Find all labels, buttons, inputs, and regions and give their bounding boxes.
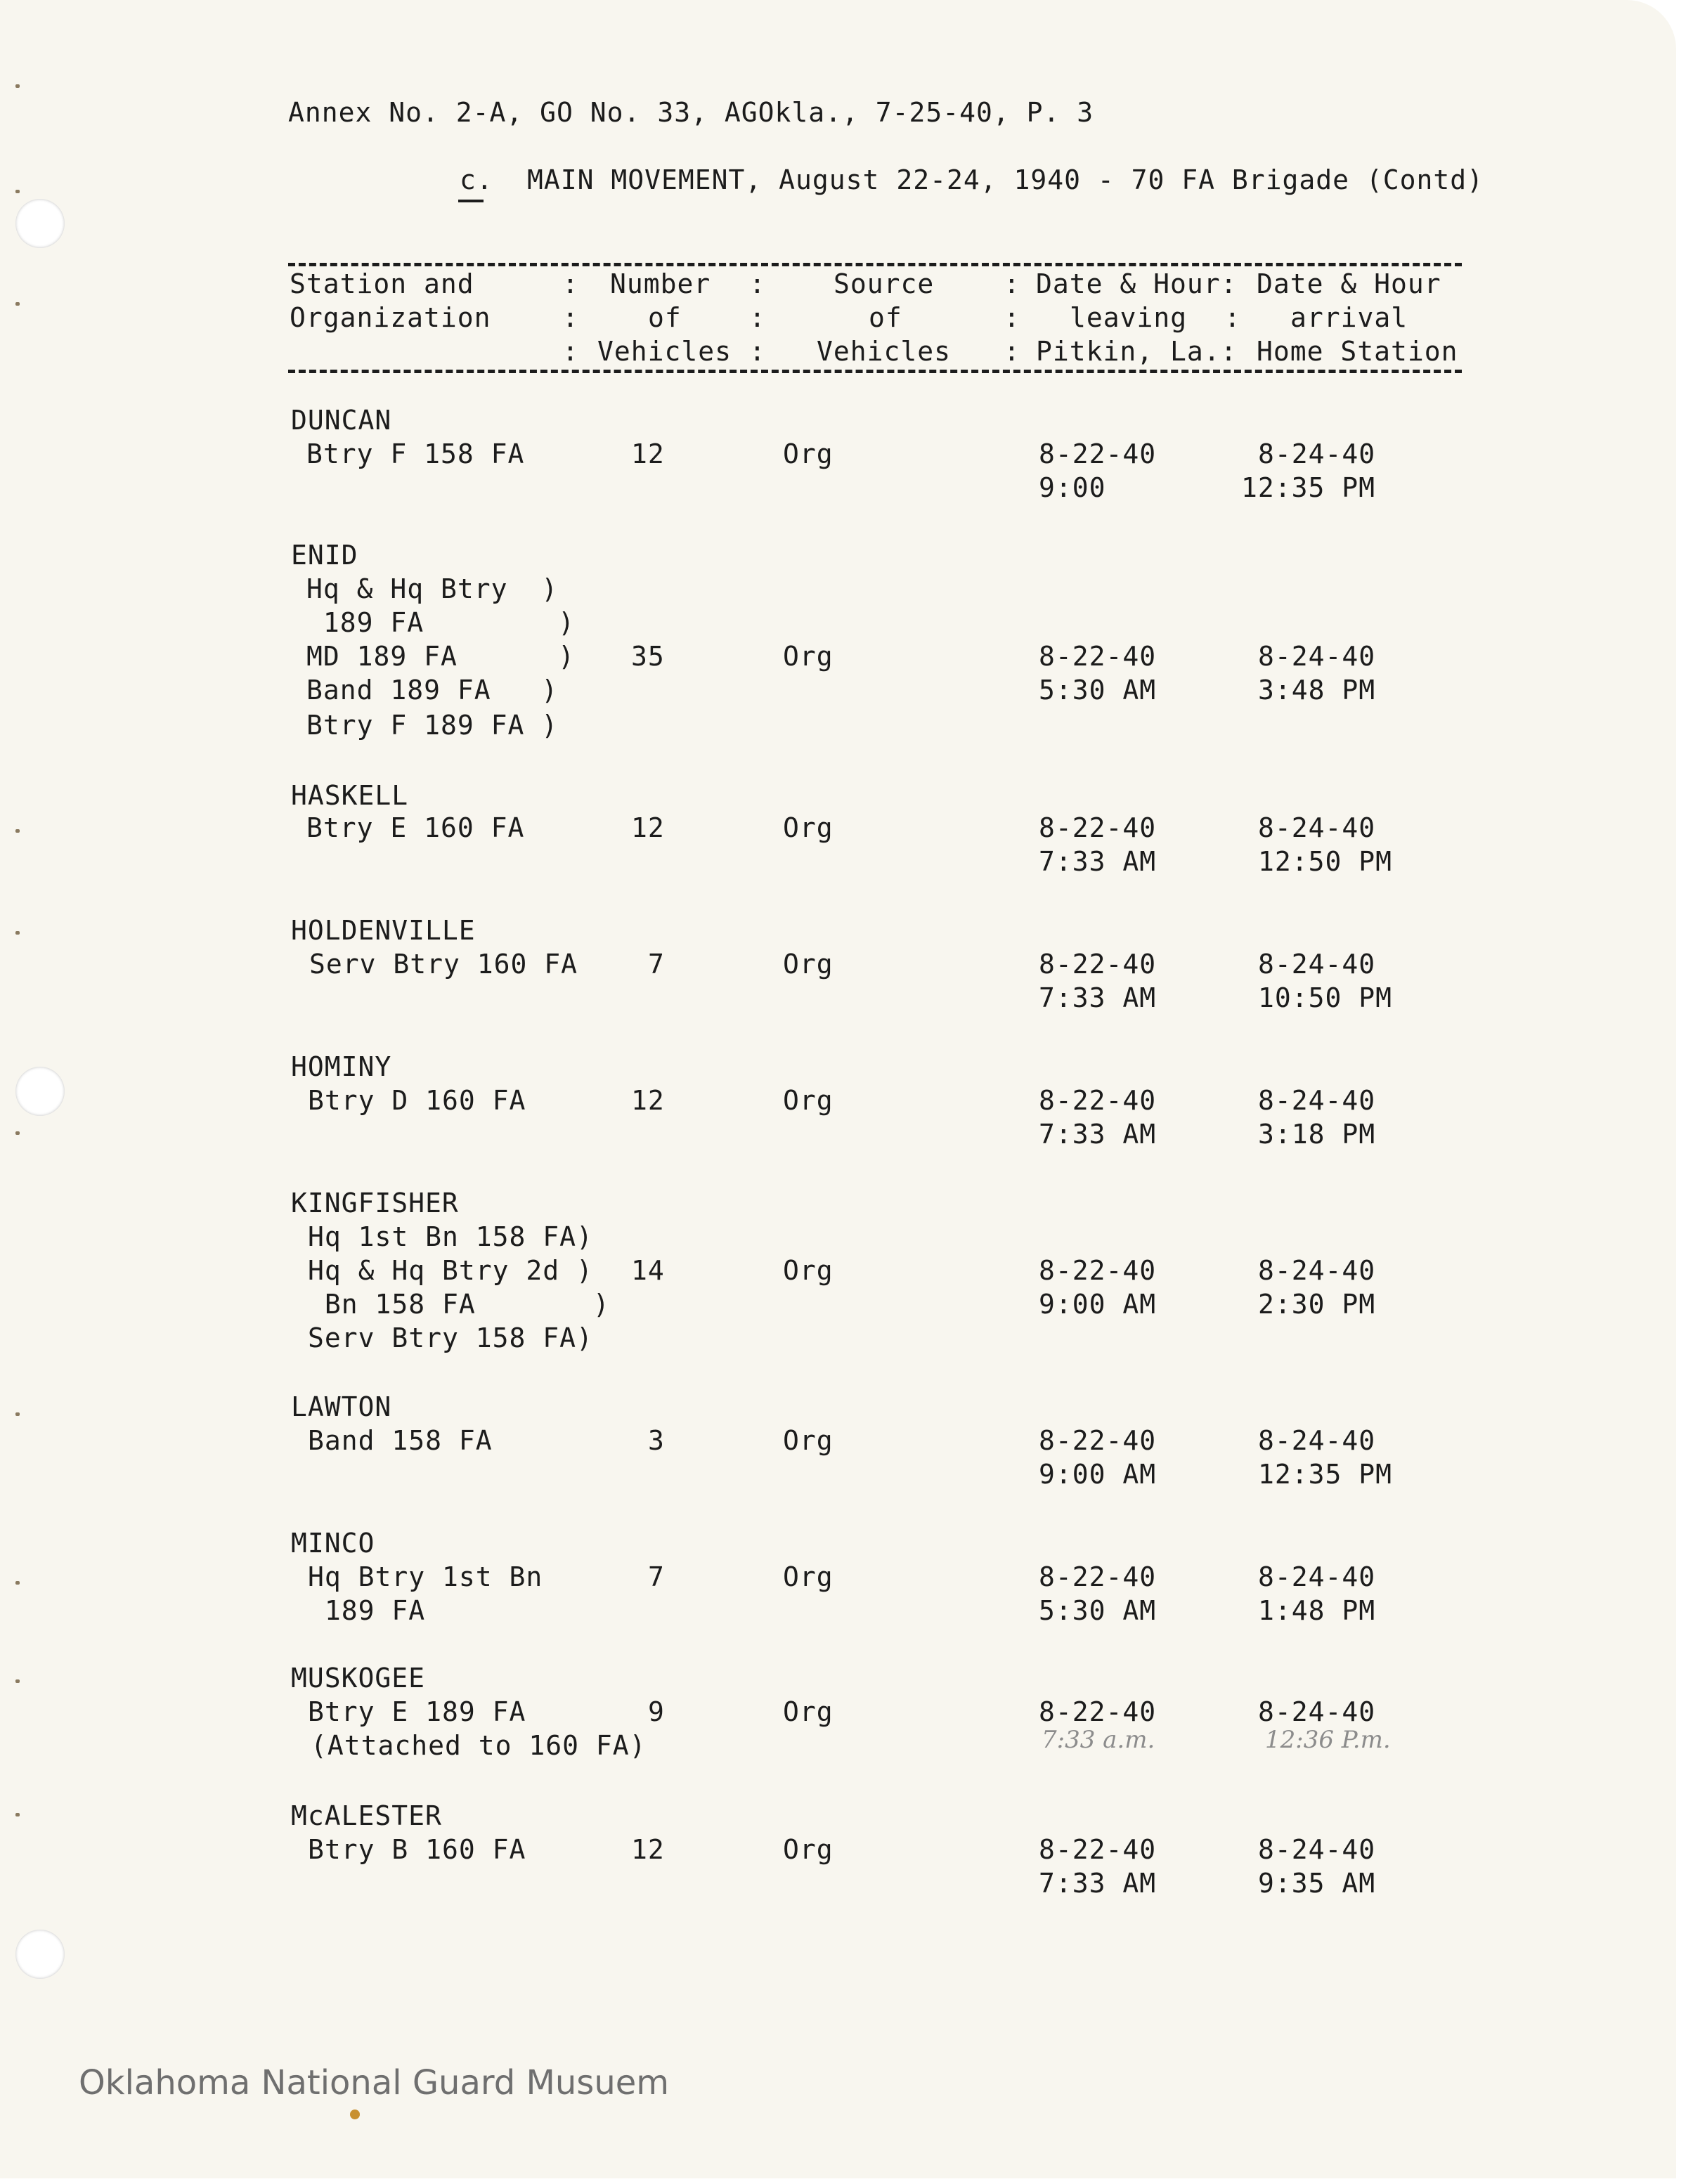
vehicle-source: Org (783, 641, 834, 672)
punch-hole (15, 1930, 65, 1979)
vehicle-count: 12 (631, 438, 665, 469)
leave-date: 8-22-40 (1039, 812, 1157, 843)
organization: Btry E 189 FA (308, 1696, 526, 1727)
leave-date: 8-22-40 (1039, 1696, 1157, 1727)
leave-date: 8-22-40 (1039, 1834, 1157, 1865)
organization: Btry E 160 FA (306, 812, 525, 843)
organization: Serv Btry 158 FA) (308, 1322, 593, 1353)
vehicle-count: 7 (648, 1561, 665, 1592)
arrive-date: 8-24-40 (1258, 812, 1376, 843)
paper-mark (15, 931, 20, 935)
paper-mark (15, 829, 20, 833)
leave-date: 8-22-40 (1039, 641, 1157, 672)
header-rule-bottom (288, 370, 1462, 373)
station-name: McALESTER (291, 1800, 442, 1831)
leave-time: 7:33 AM (1039, 1868, 1157, 1899)
document-page: Annex No. 2-A, GO No. 33, AGOkla., 7-25-40, P. 3 c. MAIN MOVEMENT, August 22-24, 1940 - 70 FA Brigade (Contd) Station and Organization : : : Number of Vehicles : : : Source of Vehicles : : : Date & Hour: leaving Pitkin, La.: : Date & Hour arrival Home Station DUNCAN Btry F 158 FA 12 Org 8-22-40 9:00 8-24-40 12:35 PM ENID Hq & Hq Btry ) 189 FA ) MD 189 FA ) Band 189 FA ) Btry F 189 FA ) 35 Org 8-22-40 5:30 AM 8-24-40 3:48 PM HASKELL Btry E 160 FA 12 Org 8-22-40 7:33 AM 8-24-40 12:50 PM HOLDENVILLE Serv Btry 160 FA 7 Org 8-22-40 7:33 AM 8-24-40 10:50 PM HOMINY Btry D 160 FA 12 Org 8-22-40 7:33 AM 8-24-40 3:18 PM KINGFISHER Hq 1st Bn 158 FA) Hq & Hq Btry 2d ) Bn 158 FA ) Serv Btry 158 FA) 14 Org 8-22-40 9:00 AM 8-24-40 2:30 PM LAWTON Band 158 FA 3 Org 8-22-40 9:00 AM 8-24-40 12:35 PM MINCO Hq Btry 1st Bn 189 FA 7 Org 8-22-40 5:30 AM 8-24-40 1:48 PM MUSKOGEE Btry E 189 FA (Attached to 160 FA) 9 Org 8-22-40 7:33 a.m. 8-24-40 12:36 P.m. McALESTER Btry B 160 FA 12 Org 8-22-40 7:33 AM 8-24-40 9:35 AM Oklahoma National Guard Musuem (0, 0, 1676, 2178)
arrive-time: 9:35 AM (1258, 1868, 1376, 1899)
annex-line: Annex No. 2-A, GO No. 33, AGOkla., 7-25-40, P. 3 (288, 97, 1094, 128)
vehicle-source: Org (783, 1696, 834, 1727)
leave-time: 9:00 AM (1039, 1459, 1157, 1490)
paper-mark (15, 1131, 20, 1135)
vehicle-source: Org (783, 812, 834, 843)
ink-spot (350, 2110, 360, 2119)
leave-time: 7:33 AM (1039, 846, 1157, 877)
arrive-date: 8-24-40 (1258, 1696, 1376, 1727)
station-name: LAWTON (291, 1391, 392, 1422)
arrive-time: 1:48 PM (1258, 1595, 1376, 1626)
organization: Hq Btry 1st Bn (308, 1561, 543, 1592)
arrive-date: 8-24-40 (1258, 1255, 1376, 1286)
station-name: HASKELL (291, 780, 409, 811)
museum-watermark: Oklahoma National Guard Musuem (79, 2063, 670, 2102)
arrive-time: 3:48 PM (1258, 675, 1376, 706)
arrive-date: 8-24-40 (1258, 1085, 1376, 1116)
arrive-date: 8-24-40 (1258, 949, 1376, 980)
leave-time: 9:00 AM (1039, 1289, 1157, 1320)
section-letter-underline (458, 200, 484, 202)
leave-date: 8-22-40 (1039, 1255, 1157, 1286)
arrive-date: 8-24-40 (1258, 1425, 1376, 1456)
station-name: DUNCAN (291, 405, 392, 436)
leave-date: 8-22-40 (1039, 1561, 1157, 1592)
arrive-time: 10:50 PM (1258, 982, 1393, 1013)
vehicle-source: Org (783, 1834, 834, 1865)
arrive-time: 3:18 PM (1258, 1119, 1376, 1150)
vehicle-count: 14 (631, 1255, 665, 1286)
organization: MD 189 FA ) (306, 641, 576, 672)
organization: Serv Btry 160 FA (309, 949, 578, 980)
organization: Band 158 FA (308, 1425, 493, 1456)
organization: Band 189 FA ) (306, 675, 559, 706)
leave-time: 7:33 AM (1039, 982, 1157, 1013)
vehicle-source: Org (783, 438, 834, 469)
vehicle-source: Org (783, 1085, 834, 1116)
leave-time: 5:30 AM (1039, 1595, 1157, 1626)
vehicle-count: 7 (648, 949, 665, 980)
leave-date: 8-22-40 (1039, 1085, 1157, 1116)
arrive-date: 8-24-40 (1258, 1834, 1376, 1865)
punch-hole (15, 1067, 65, 1116)
leave-time: 5:30 AM (1039, 675, 1157, 706)
vehicle-source: Org (783, 1425, 834, 1456)
vehicle-count: 12 (631, 812, 665, 843)
organization: Hq & Hq Btry 2d ) (308, 1255, 593, 1286)
station-name: KINGFISHER (291, 1188, 459, 1218)
paper-mark (15, 1813, 20, 1816)
vehicle-source: Org (783, 1255, 834, 1286)
vehicle-source: Org (783, 1561, 834, 1592)
arrive-time: 12:35 PM (1241, 472, 1376, 503)
arrive-date: 8-24-40 (1258, 641, 1376, 672)
organization: Btry F 158 FA (306, 438, 525, 469)
leave-time: 9:00 (1039, 472, 1106, 503)
vehicle-source: Org (783, 949, 834, 980)
arrive-time: 12:35 PM (1258, 1459, 1393, 1490)
paper-mark (15, 84, 20, 88)
organization: Bn 158 FA ) (308, 1289, 610, 1320)
vehicle-count: 12 (631, 1085, 665, 1116)
leave-date: 8-22-40 (1039, 438, 1157, 469)
organization: 189 FA (308, 1595, 426, 1626)
paper-mark (15, 1412, 20, 1416)
station-name: ENID (291, 540, 358, 571)
arrive-time-handwritten: 12:36 P.m. (1265, 1726, 1391, 1754)
section-letter: c. (460, 164, 493, 195)
paper-mark (15, 1679, 20, 1683)
station-name: HOLDENVILLE (291, 915, 476, 946)
vehicle-count: 3 (648, 1425, 665, 1456)
arrive-date: 8-24-40 (1258, 438, 1376, 469)
organization: Btry B 160 FA (308, 1834, 526, 1865)
punch-hole (15, 199, 65, 248)
organization: Btry D 160 FA (308, 1085, 526, 1116)
section-title: MAIN MOVEMENT, August 22-24, 1940 - 70 FA Brigade (Contd) (527, 164, 1484, 195)
vehicle-count: 12 (631, 1834, 665, 1865)
arrive-date: 8-24-40 (1258, 1561, 1376, 1592)
leave-date: 8-22-40 (1039, 1425, 1157, 1456)
organization: 189 FA ) (306, 607, 576, 638)
station-name: MINCO (291, 1528, 375, 1559)
header-rule-top (288, 263, 1462, 266)
arrive-time: 2:30 PM (1258, 1289, 1376, 1320)
vehicle-count: 35 (631, 641, 665, 672)
paper-mark (15, 1581, 20, 1585)
station-name: HOMINY (291, 1051, 392, 1082)
leave-time-handwritten: 7:33 a.m. (1042, 1726, 1155, 1754)
leave-date: 8-22-40 (1039, 949, 1157, 980)
organization: Btry F 189 FA ) (306, 710, 559, 741)
column-separator: : (1224, 302, 1241, 333)
paper-mark (15, 302, 20, 306)
organization: Hq 1st Bn 158 FA) (308, 1221, 593, 1252)
organization: (Attached to 160 FA) (311, 1730, 647, 1761)
leave-time: 7:33 AM (1039, 1119, 1157, 1150)
organization: Hq & Hq Btry ) (306, 573, 559, 604)
paper-mark (15, 190, 20, 193)
arrive-time: 12:50 PM (1258, 846, 1393, 877)
station-name: MUSKOGEE (291, 1663, 426, 1694)
vehicle-count: 9 (648, 1696, 665, 1727)
